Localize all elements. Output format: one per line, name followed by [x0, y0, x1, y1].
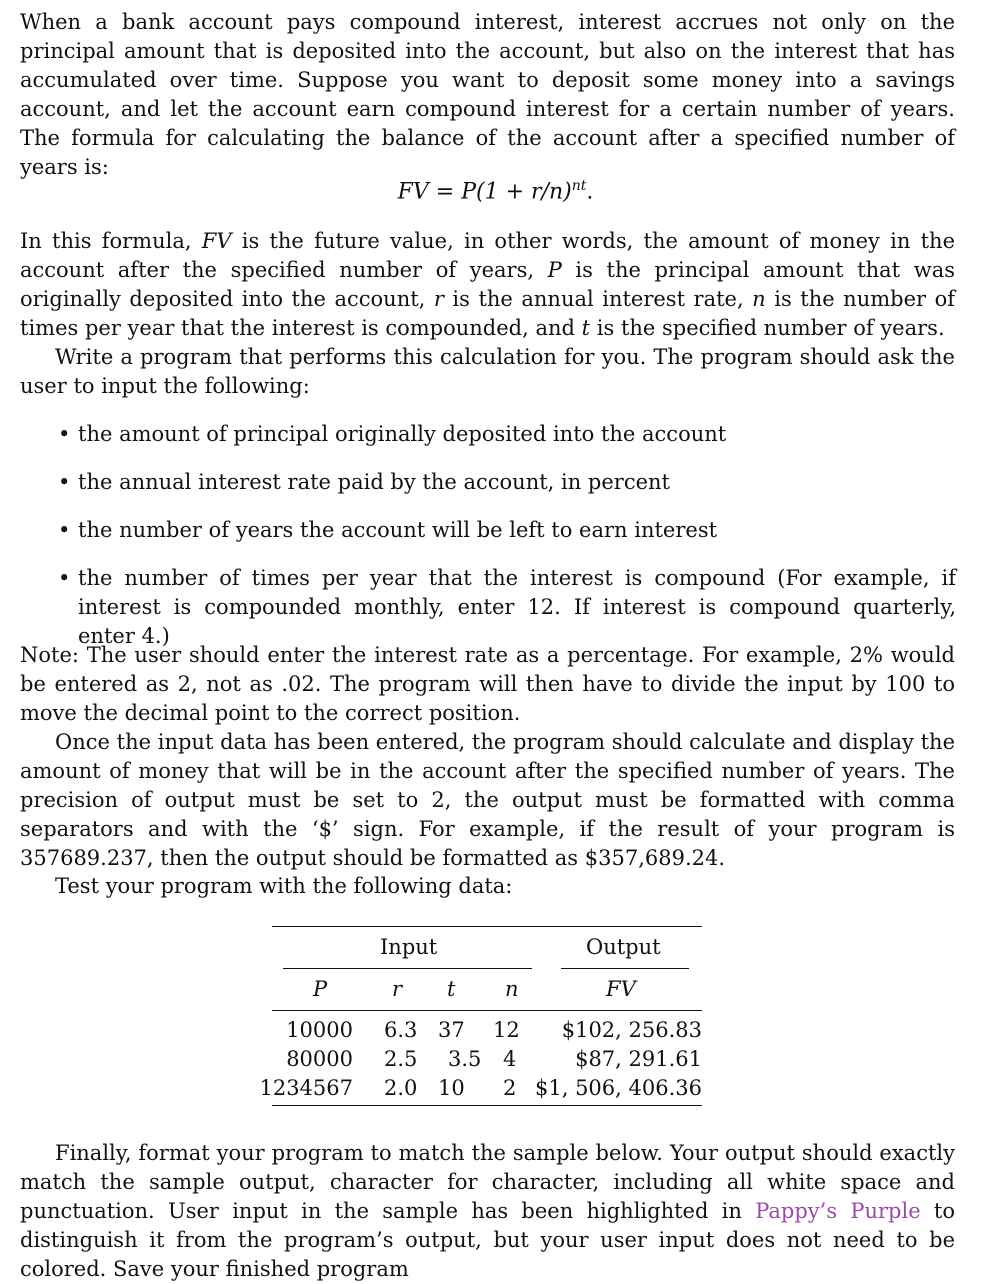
- list-item: • the amount of principal originally deposited into the account: [58, 420, 956, 449]
- explain-text-5: is the number of times per year that the interest is compounded, and: [20, 287, 955, 340]
- finally-text-before: Finally, format your program to match the sample below. Your output should exactly match the sample output, character for character, including all white space and punctuation. User input in the sample has been highlighted in: [20, 1141, 955, 1223]
- var-r: r: [433, 287, 444, 311]
- explain-text-6: is the specified number of years.: [590, 316, 945, 340]
- intro-paragraph: When a bank account pays compound interest, interest accrues not only on the principal amount that is deposited into the account, but also on the interest that has accumulated over time. Suppose you want to deposit some money into a savings account, and let the account earn compound interest for a certain number of years. The formula for calculating the balance of the account after a specified number of years is:: [20, 10, 955, 179]
- var-p: P: [547, 258, 562, 282]
- test-data-heading: Test your program with the following data:: [55, 874, 513, 898]
- table-cell: 2.0: [384, 1076, 418, 1100]
- table-cell: 2.5: [384, 1047, 418, 1071]
- output-group-header: Output: [586, 935, 661, 959]
- table-bottom-rule: [272, 1105, 702, 1106]
- table-cell: 37: [438, 1018, 465, 1042]
- var-fv: FV: [201, 229, 232, 253]
- table-cell: 1234567: [259, 1076, 353, 1100]
- explain-text-2: is the future value, in other words, the amount of money in the account after the specified number of years,: [20, 229, 956, 282]
- col-header-fv: FV: [606, 977, 636, 1001]
- table-top-rule: [272, 926, 702, 927]
- input-group-header: Input: [380, 935, 438, 959]
- table-cell: 4: [503, 1047, 517, 1071]
- list-item: • the annual interest rate paid by the account, in percent: [58, 468, 956, 497]
- table-cell: 12: [493, 1018, 520, 1042]
- list-item: • the number of years the account will be left to earn interest: [58, 516, 956, 545]
- var-n: n: [752, 287, 766, 311]
- table-cell: $102, 256.83: [561, 1018, 702, 1042]
- output-group-rule: [561, 968, 689, 969]
- table-cell: 10: [438, 1076, 465, 1100]
- col-header-p: P: [313, 977, 328, 1001]
- note-paragraph: Note: The user should enter the interest rate as a percentage. For example, 2% would be entered as 2, not as .02. The program will then have to divide the input by 100 to move the decimal point to the correct position.: [20, 643, 955, 725]
- list-item: • the number of times per year that the interest is compound (For example, if interest is compounded monthly, enter 12. If interest is compound quarterly, enter 4.): [58, 564, 956, 651]
- table-cell: 6.3: [384, 1018, 418, 1042]
- explanation-paragraph: [20, 227, 955, 343]
- table-cell: 10000: [286, 1018, 353, 1042]
- formula-exponent: nt: [571, 178, 587, 194]
- table-cell: $1, 506, 406.36: [535, 1076, 702, 1100]
- col-header-t: t: [447, 977, 456, 1001]
- input-group-rule: [283, 968, 532, 969]
- compound-interest-formula: [0, 172, 991, 206]
- write-program-paragraph: Write a program that performs this calculation for you. The program should ask the user to input the following:: [20, 345, 955, 398]
- formula-lhs: FV = P(1 + r/n): [397, 179, 572, 205]
- finally-paragraph: [20, 1139, 955, 1284]
- explain-text-1: In this formula,: [20, 229, 202, 253]
- formula-end: .: [586, 179, 594, 205]
- explain-text-3: is the principal amount that was originally deposited into the account,: [20, 258, 955, 311]
- col-header-r: r: [392, 977, 403, 1001]
- output-format-paragraph: Once the input data has been entered, the program should calculate and display the amount of money that will be in the account after the specified number of years. The precision of output must be set to 2, the output must be formatted with comma separators and with the ‘$’ sign. For example, if the result of your program is 357689.237, then the output should be formatted as $357,689.24.: [20, 730, 955, 870]
- table-cell: $87, 291.61: [575, 1047, 702, 1071]
- header-rule: [272, 1010, 702, 1011]
- input-requirements-list: [58, 420, 956, 670]
- finally-text-after: to distinguish it from the program’s output, but your user input does not need to be colored. Save your finished program: [20, 1199, 955, 1281]
- table-cell: 2: [503, 1076, 517, 1100]
- pappys-purple-highlight: Pappy’s Purple: [755, 1199, 921, 1223]
- explain-text-4: is the annual interest rate,: [443, 287, 753, 311]
- table-cell: 3.5: [448, 1047, 482, 1071]
- col-header-n: n: [505, 977, 519, 1001]
- var-t: t: [581, 316, 591, 340]
- table-cell: 80000: [286, 1047, 353, 1071]
